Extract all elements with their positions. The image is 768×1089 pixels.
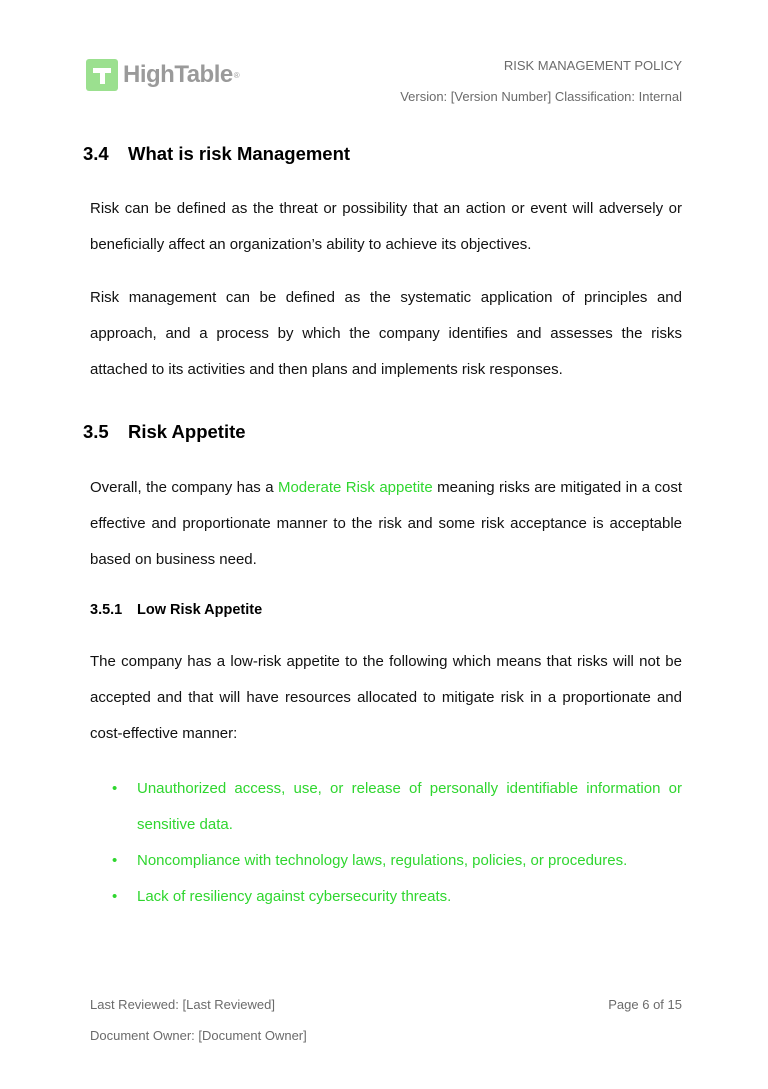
moderate-risk-highlight: Moderate Risk appetite — [277, 479, 433, 496]
bullet-icon: • — [112, 780, 118, 797]
logo-mark-icon — [86, 59, 118, 91]
paragraph-risk-definition: Risk can be defined as the threat or possibility that an action or event will adversely or beneficially affect an organization’s ability to achieve its objectives. — [90, 200, 682, 253]
list-item-text: Unauthorized access, use, or release of personally identifiable information or sensitive data. — [137, 780, 682, 833]
paragraph-text: Overall, the company has a — [90, 479, 278, 496]
list-item — [90, 879, 682, 915]
list-item-text: Noncompliance with technology laws, regulations, policies, or procedures. — [137, 852, 628, 869]
footer-document-owner: Document Owner: [Document Owner] — [90, 1028, 307, 1043]
section-heading-3-4 — [83, 143, 350, 165]
subsection-number: 3.5.1 — [90, 602, 123, 618]
header-version-line: Version: [Version Number] Classification: Internal — [400, 89, 682, 104]
low-risk-list — [90, 771, 682, 915]
paragraph-text: meaning risks are mitigated in a cost effective and proportionate manner to the risk and some risk acceptance is acceptable based on business need. — [90, 479, 682, 568]
footer-page-number: Page 6 of 15 — [608, 997, 682, 1012]
section-title: What is risk Management — [128, 143, 351, 164]
section-number: 3.5 — [83, 421, 109, 442]
logo-trademark: ® — [233, 70, 240, 80]
section-title: Risk Appetite — [128, 421, 246, 442]
paragraph-low-risk-appetite: The company has a low-risk appetite to the following which means that risks will not be accepted and that will have resources allocated to mitigate risk in a proportionate and cost-effective manner: — [90, 653, 682, 742]
logo-text: HighTable — [123, 61, 233, 88]
subsection-title: Low Risk Appetite — [137, 602, 263, 618]
bullet-icon: • — [112, 852, 118, 869]
paragraph-risk-management-definition: Risk management can be defined as the systematic application of principles and approach, and a process by which the company identifies and assesses the risks attached to its activities and then plans and implements risk responses. — [90, 289, 682, 378]
footer-last-reviewed: Last Reviewed: [Last Reviewed] — [90, 997, 275, 1012]
hightable-logo — [86, 58, 240, 92]
list-item — [90, 771, 682, 843]
bullet-icon: • — [112, 888, 118, 905]
subsection-heading-3-5-1 — [90, 602, 262, 618]
header-doc-title: RISK MANAGEMENT POLICY — [503, 58, 682, 73]
section-heading-3-5 — [83, 421, 246, 443]
list-item-text: Lack of resiliency against cybersecurity threats. — [137, 888, 452, 905]
list-item — [90, 843, 682, 879]
paragraph-risk-appetite — [90, 470, 682, 578]
section-number: 3.4 — [83, 143, 109, 164]
